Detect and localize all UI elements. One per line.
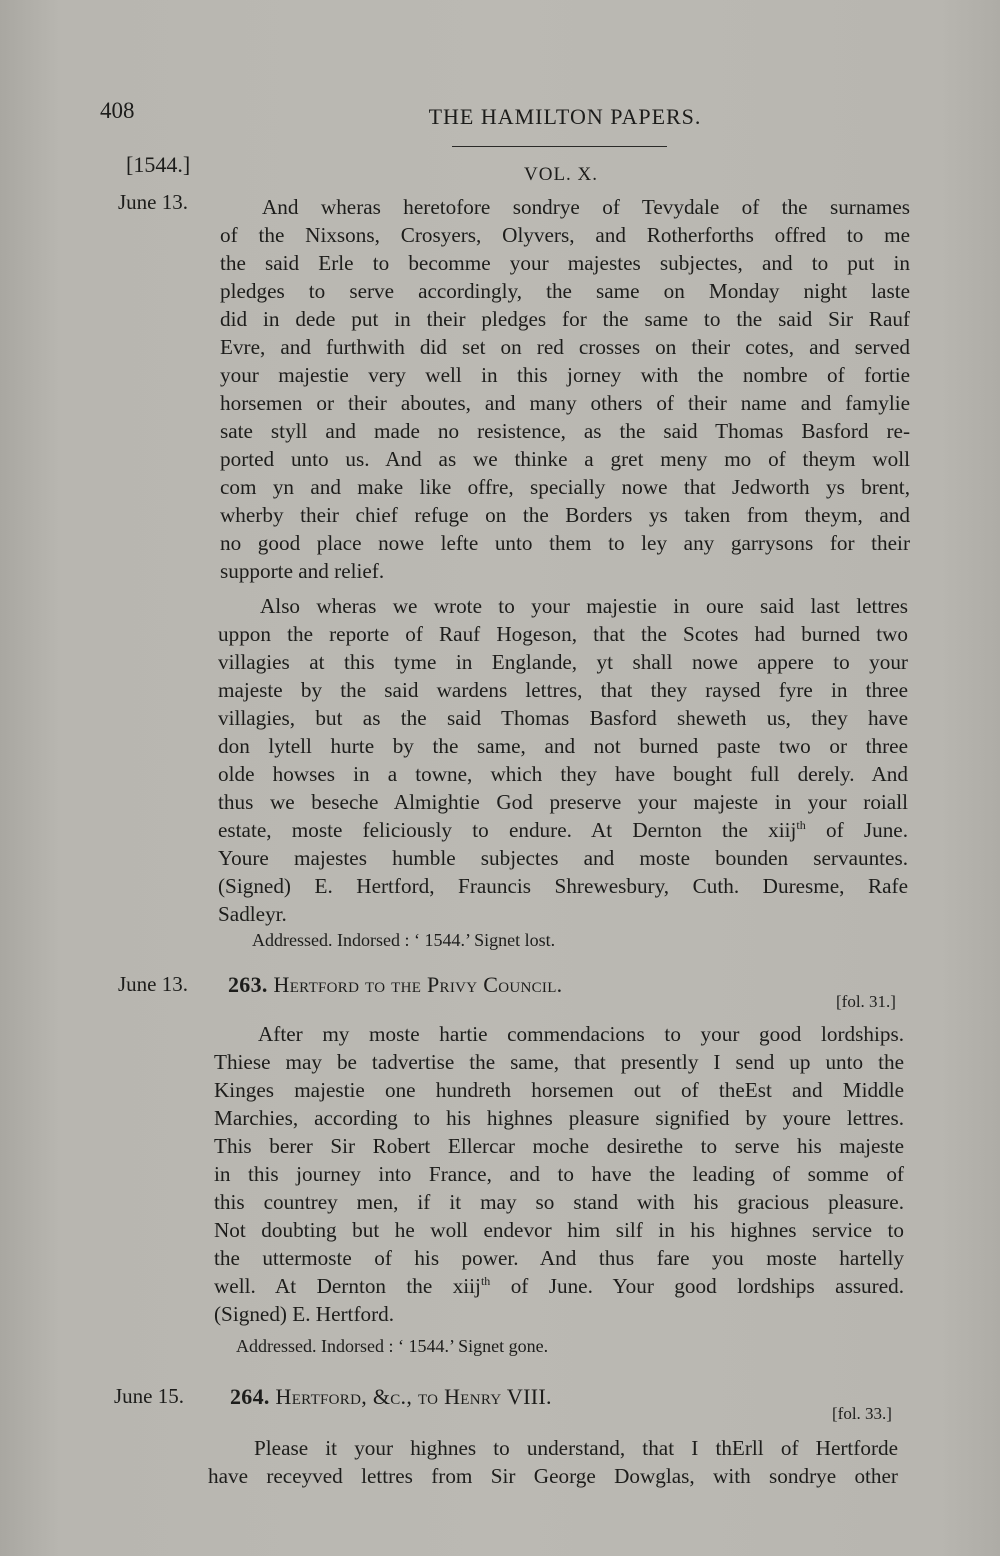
text-line: (Signed) E. Hertford. xyxy=(214,1302,395,1326)
text-line: supporte and relief. xyxy=(220,559,385,583)
text-line: no good place nowe lefte unto them to ley any garrysons for their xyxy=(220,531,910,555)
text-line: Kinges majestie one hundreth horsemen out of theEst and Middle xyxy=(214,1078,904,1102)
entry-title: Hertford, &c., to Henry VIII. xyxy=(275,1384,552,1409)
text-fragment: well. At Dernton the xiij xyxy=(214,1274,481,1298)
page-number: 408 xyxy=(100,98,135,123)
text-line: com yn and make like offre, specially nowe that Jedworth ys brent, xyxy=(220,475,910,499)
text-fragment: of June. Your good lordships assured. xyxy=(490,1274,905,1298)
margin-date: June 13. xyxy=(118,972,188,996)
text-line: Evre, and furthwith did set on red crosses on their cotes, and served xyxy=(220,335,910,359)
text-line: Please it your highnes to understand, that I thErll of Hertforde xyxy=(254,1436,898,1460)
text-line: Marchies, according to his highnes pleasure signified by youre lettres. xyxy=(214,1106,904,1130)
letter-paragraph-2 xyxy=(218,592,908,928)
text-line: Sadleyr. xyxy=(218,902,287,926)
margin-date: June 15. xyxy=(114,1384,184,1408)
volume-label: VOL. X. xyxy=(524,164,599,185)
entry-heading xyxy=(230,1384,552,1410)
text-line: this countrey men, if it may so stand with his gracious pleasure. xyxy=(214,1190,904,1214)
text-line: After my moste hartie commendacions to your good lordships. xyxy=(258,1022,904,1046)
text-line: the uttermoste of his power. And thus fare you moste hartelly xyxy=(214,1246,904,1270)
entry-heading xyxy=(228,972,562,998)
text-line: Thiese may be tadvertise the same, that presently I send up unto the xyxy=(214,1050,904,1074)
letter-paragraph-264 xyxy=(208,1434,898,1490)
endorsement-note: Addressed. Indorsed : ‘ 1544.’ Signet gone. xyxy=(236,1336,549,1356)
ordinal-suffix: th xyxy=(480,1273,491,1288)
running-title: THE HAMILTON PAPERS. xyxy=(428,104,702,129)
folio-reference: [fol. 33.] xyxy=(832,1404,892,1423)
text-line: of the Nixsons, Crosyers, Olyvers, and Rotherforths offred to me xyxy=(220,223,910,247)
text-line: horsemen or their aboutes, and many others of their name and famylie xyxy=(220,391,910,415)
text-line: have receyved lettres from Sir George Dowglas, with sondrye other xyxy=(208,1464,898,1488)
text-line: And wheras heretofore sondrye of Tevydale of the surnames xyxy=(262,195,910,219)
text-line: wherby their chief refuge on the Borders ys taken from theym, and xyxy=(220,503,910,527)
ordinal-suffix: th xyxy=(796,817,806,832)
text-fragment: of June. xyxy=(805,818,908,842)
text-line: your majestie very well in this jorney with the nombre of fortie xyxy=(220,363,910,387)
text-line xyxy=(218,816,908,844)
text-line: uppon the reporte of Rauf Hogeson, that the Scotes had burned two xyxy=(218,622,908,646)
text-fragment: estate, moste feliciously to endure. At Dernton the xiij xyxy=(218,818,797,842)
text-line: the said Erle to becomme your majestes subjectes, and to put in xyxy=(220,251,910,275)
text-line: This berer Sir Robert Ellercar moche desirethe to serve his majeste xyxy=(214,1134,904,1158)
text-line: thus we beseche Almightie God preserve your majeste in your roiall xyxy=(218,790,908,814)
text-line: villagies at this tyme in Englande, yt shall nowe appere to your xyxy=(218,650,908,674)
text-line: (Signed) E. Hertford, Frauncis Shrewesbury, Cuth. Duresme, Rafe xyxy=(218,874,908,898)
text-line: sate styll and made no resistence, as the said Thomas Basford re- xyxy=(220,419,910,443)
header-rule xyxy=(452,146,667,147)
text-line: Youre majestes humble subjectes and moste bounden servauntes. xyxy=(218,846,908,870)
folio-reference: [fol. 31.] xyxy=(836,992,896,1011)
entry-number: 263. xyxy=(228,972,268,997)
entry-number: 264. xyxy=(230,1384,270,1409)
text-line: did in dede put in their pledges for the same to the said Sir Rauf xyxy=(220,307,910,331)
text-line: in this journey into France, and to have the leading of somme of xyxy=(214,1162,904,1186)
text-line: olde howses in a towne, which they have bought full derely. And xyxy=(218,762,908,786)
letter-paragraph-1 xyxy=(220,193,910,585)
letter-paragraph-263 xyxy=(214,1020,904,1328)
text-line: majeste by the said wardens lettres, that they raysed fyre in three xyxy=(218,678,908,702)
text-line: Not doubting but he woll endevor him silf in his highnes service to xyxy=(214,1218,904,1242)
text-line: pledges to serve accordingly, the same on Monday night laste xyxy=(220,279,910,303)
margin-date: June 13. xyxy=(118,190,188,214)
text-line: ported unto us. And as we thinke a gret meny mo of theym woll xyxy=(220,447,910,471)
text-line: villagies, but as the said Thomas Basford sheweth us, they have xyxy=(218,706,908,730)
text-line xyxy=(214,1272,904,1300)
text-line: Also wheras we wrote to your majestie in oure said last lettres xyxy=(260,594,908,618)
entry-title: Hertford to the Privy Council. xyxy=(273,972,563,997)
endorsement-note: Addressed. Indorsed : ‘ 1544.’ Signet lost. xyxy=(252,930,556,950)
year-marker: [1544.] xyxy=(126,152,191,177)
text-line: don lytell hurte by the same, and not burned paste two or three xyxy=(218,734,908,758)
